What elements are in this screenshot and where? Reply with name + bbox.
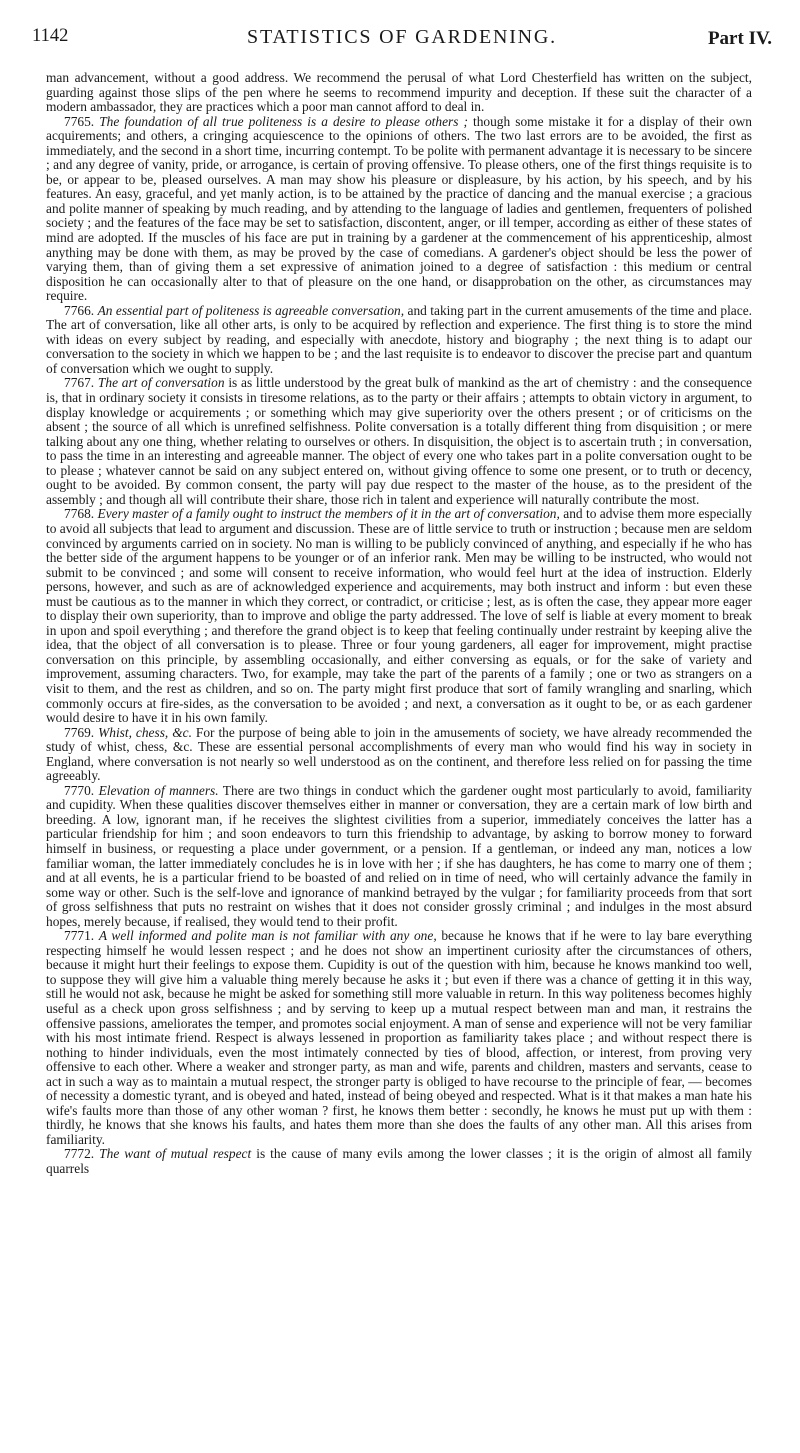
paragraph-text: is as little understood by the great bulk of mankind as the art of chemistry : and the consequence is, that in ordinary society it consists in tiresome relations, as to the party or their affairs ; attempts to obtain victory in argument, to display knowledge or acquirements ; or something which may give superiority over the others present ; or of criticisms on the absent ; the source of all which is unrefined selfishness. Polite conversation is a totally different thing from disquisition ; or mere talking about any one thing, whether relating to ourselves or others. In disquisition, the object is to ascertain truth ; in conversation, to pass the time in an interesting and agreeable manner. The object of every one who takes part in a polite conversation ought to be to please ; whatever cannot be said on any subject entered on, without giving offence to some one present, or to truth or decency, ought to be avoided. By common consent, the party will pay due respect to the master of the house, as to the president of the assembly ; and though all will contribute their share, those rich in talent and experience will naturally contribute the most. bbox=[46, 375, 752, 507]
paragraph-7766 bbox=[46, 304, 752, 377]
paragraph-heading: The want of mutual respect bbox=[99, 1146, 252, 1162]
paragraph-heading: Whist, chess, &c. bbox=[98, 724, 192, 740]
paragraph-7771 bbox=[46, 929, 752, 1147]
paragraph-continuation bbox=[46, 71, 752, 115]
paragraph-7772 bbox=[46, 1147, 752, 1176]
body-text bbox=[46, 71, 752, 1177]
running-title: STATISTICS OF GARDENING. bbox=[247, 26, 557, 48]
paragraph-7767 bbox=[46, 376, 752, 507]
paragraph-heading: The art of conversation bbox=[97, 375, 225, 391]
paragraph-heading: An essential part of politeness is agreeable conversation, bbox=[97, 302, 405, 318]
paragraph-number: 7772. bbox=[64, 1146, 95, 1162]
paragraph-7770 bbox=[46, 784, 752, 929]
paragraph-7765 bbox=[46, 115, 752, 304]
paragraph-number: 7768. bbox=[64, 506, 95, 522]
paragraph-number: 7766. bbox=[64, 302, 95, 318]
paragraph-heading: The foundation of all true politeness is a desire to please others ; bbox=[99, 113, 468, 129]
paragraph-number: 7765. bbox=[64, 113, 95, 129]
paragraph-number: 7770. bbox=[64, 782, 95, 798]
paragraph-heading: A well informed and polite man is not familiar with any one, bbox=[98, 928, 437, 944]
page-number: 1142 bbox=[32, 26, 69, 46]
paragraph-text: For the purpose of being able to join in the amusements of society, we have already recommended the study of whist, chess, &c. These are essential personal accomplishments of every man who would find his way in society in England, where conversation is not nearly so well understood as on the continent, and therefore less relied on for passing the time agreeably. bbox=[46, 724, 752, 784]
running-head bbox=[32, 26, 772, 56]
paragraph-heading: Elevation of manners. bbox=[98, 782, 219, 798]
paragraph-text: is the cause of many evils among the lower classes ; it is the origin of almost all family quarrels bbox=[46, 1146, 752, 1177]
paragraph-text: man advancement, without a good address. We recommend the perusal of what Lord Chesterfield has written on the subject, guarding against those slips of the pen where he seems to recommend impurity and deception. If these suit the character of a modern ambassador, they are practices which a poor man cannot afford to deal in. bbox=[46, 70, 752, 115]
paragraph-text: though some mistake it for a display of their own acquirements; and others, a cringing acquiescence to the opinions of others. The two last errors are to be avoided, the first as immediately, and the second in a short time, incurring contempt. To be polite with permanent advantage it is necessary to be sincere ; and any degree of vanity, pride, or arrogance, is certain of proving offensive. To please others, one of the first things requisite is to be, or appear to be, pleased ourselves. A man may show his pleasure or displeasure, by his action, by his speech, and by his features. An easy, graceful, and yet manly action, is to be attained by the practice of dancing and the manual exercise ; a gracious and polite manner of speaking by much reading, and by attending to the language of ladies and gentlemen, frequenters of polished society ; and the features of the face may be set to satisfaction, discontent, anger, or ill temper, according as either of these states of mind are adopted. If the muscles of his face are put in training by a gardener at the commencement of his apprenticeship, almost anything may be done with them, as may be proved by the case of comedians. A gardener's object should be less the power of varying them, than of giving them a set expressive of animation joined to a degree of satisfaction : this medium or central disposition he can occasionally alter to that of pleasure on the one hand, or disapprobation on the other, as circumstances may require. bbox=[46, 113, 752, 304]
paragraph-heading: Every master of a family ought to instruct the members of it in the art of conversation, bbox=[97, 506, 560, 522]
paragraph-text: because he knows that if he were to lay bare everything respecting himself he would lessen respect ; and he does not show an impertinent curiosity after the circumstances of others, because it might hurt their feelings to expose them. Cupidity is out of the question with him, because he knows mankind too well, to suppose they will give him a valuable thing merely because he asks it ; but even if there was a chance of getting it in this way, still he would not ask, because he might be asked for something still more valuable in return. In this way politeness becomes highly useful as a check upon gross selfishness ; and by serving to keep up a mutual respect between man and man, it restrains the offensive passions, ameliorates the temper, and promotes social enjoyment. A man of sense and experience will not be very familiar with his most intimate friend. Respect is always lessened in proportion as familiarity takes place ; and without respect there is nothing to hinder individuals, even the most intimately connected by ties of blood, affection, or interest, from proving very offensive to each other. Where a weaker and stronger party, as man and wife, parents and children, masters and servants, cease to act in such a way as to maintain a mutual respect, the stronger party is obliged to have recourse to the principle of fear, — becomes of necessity a domestic tyrant, and is obeyed and hated, instead of being obeyed and respected. What is it that makes a man hate his wife's faults more than those of any other woman ? first, he knows them better : secondly, he knows he must put up with them : thirdly, he knows that she knows his faults, and hates them more than she does the faults of any other man. All this arises from familiarity. bbox=[46, 928, 752, 1147]
paragraph-7768 bbox=[46, 507, 752, 725]
paragraph-text: and taking part in the current amusements of the time and place. The art of conversation, like all other arts, is only to be acquired by reflection and experience. The first thing is to store the mind with ideas on every subject by reading, and especially with anecdote, history and biography ; the next thing is to adapt our conversation to the society in which we happen to be ; and the last requisite is to endeavor to discover the precise part and quantum of conversation which we ought to supply. bbox=[46, 302, 752, 376]
paragraph-number: 7771. bbox=[64, 928, 95, 944]
paragraph-number: 7769. bbox=[64, 724, 95, 740]
part-label: Part IV. bbox=[707, 28, 772, 49]
paragraph-text: and to advise them more especially to avoid all subjects that lead to argument and discussion. These are of little service to truth or instruction ; because men are seldom convinced by arguments carried on in society. No man is willing to be publicly convinced of anything, and especially if he who has the better side of the argument happens to be younger or of an inferior rank. Men may be willing to be instructed, who would not submit to be convinced ; and some will consent to receive information, who would feel hurt at the idea of instruction. Elderly persons, however, and such as are of acknowledged experience and acquirements, may both instruct and inform : but even these must be cautious as to the manner in which they correct, or contradict, or criticise ; lest, as is often the case, they appear more eager to display their own superiority, than to improve and oblige the party addressed. The love of self is liable at every moment to break in upon and spoil everything ; and therefore the grand object is to keep that feeling continually under restraint by keeping alive the idea, that the object of all conversation is to please. Three or four young gardeners, all eager for improvement, might practise conversation on this principle, by assembling occasionally, and either conversing as equals, or for the sake of variety and improvement, assuming characters. Two, for example, may take the part of the parents of a family ; one or two as strangers on a visit to them, and the rest as children, and so on. The party might first produce that sort of family wrangling and snarling, which commonly occurs at fire-sides, as the conversation to be avoided ; and next, a conversation as it ought to be, or as each gardener would desire to have it in his own family. bbox=[46, 506, 753, 726]
paragraph-text: There are two things in conduct which the gardener ought most particularly to avoid, familiarity and cupidity. When these qualities discover themselves either in manner or conversation, they are a certain mark of low birth and breeding. A low, ignorant man, if he receives the slightest civilities from a superior, immediately conceives the latter has a particular friendship for him ; and soon endeavors to turn this friendship to advantage, by asking to borrow money to forward himself in business, or requesting a place under government, or a pension. If a gentleman, or indeed any man, notices a low familiar woman, the latter immediately concludes he is in love with her ; if she has daughters, he has come to marry one of them ; and at all events, he is a particular friend to be boasted of and relied on in time of need, who will certainly advance the family in some way or other. Such is the self-love and ignorance of mankind betrayed by the vulgar ; for familiarity proceeds from that sort of gross selfishness that puts no restraint on wishes that it does not consider grossly criminal ; and indulges in the most absurd hopes, merely because, if realised, they would tend to their profit. bbox=[46, 782, 752, 929]
paragraph-number: 7767. bbox=[64, 375, 95, 391]
paragraph-7769 bbox=[46, 726, 752, 784]
